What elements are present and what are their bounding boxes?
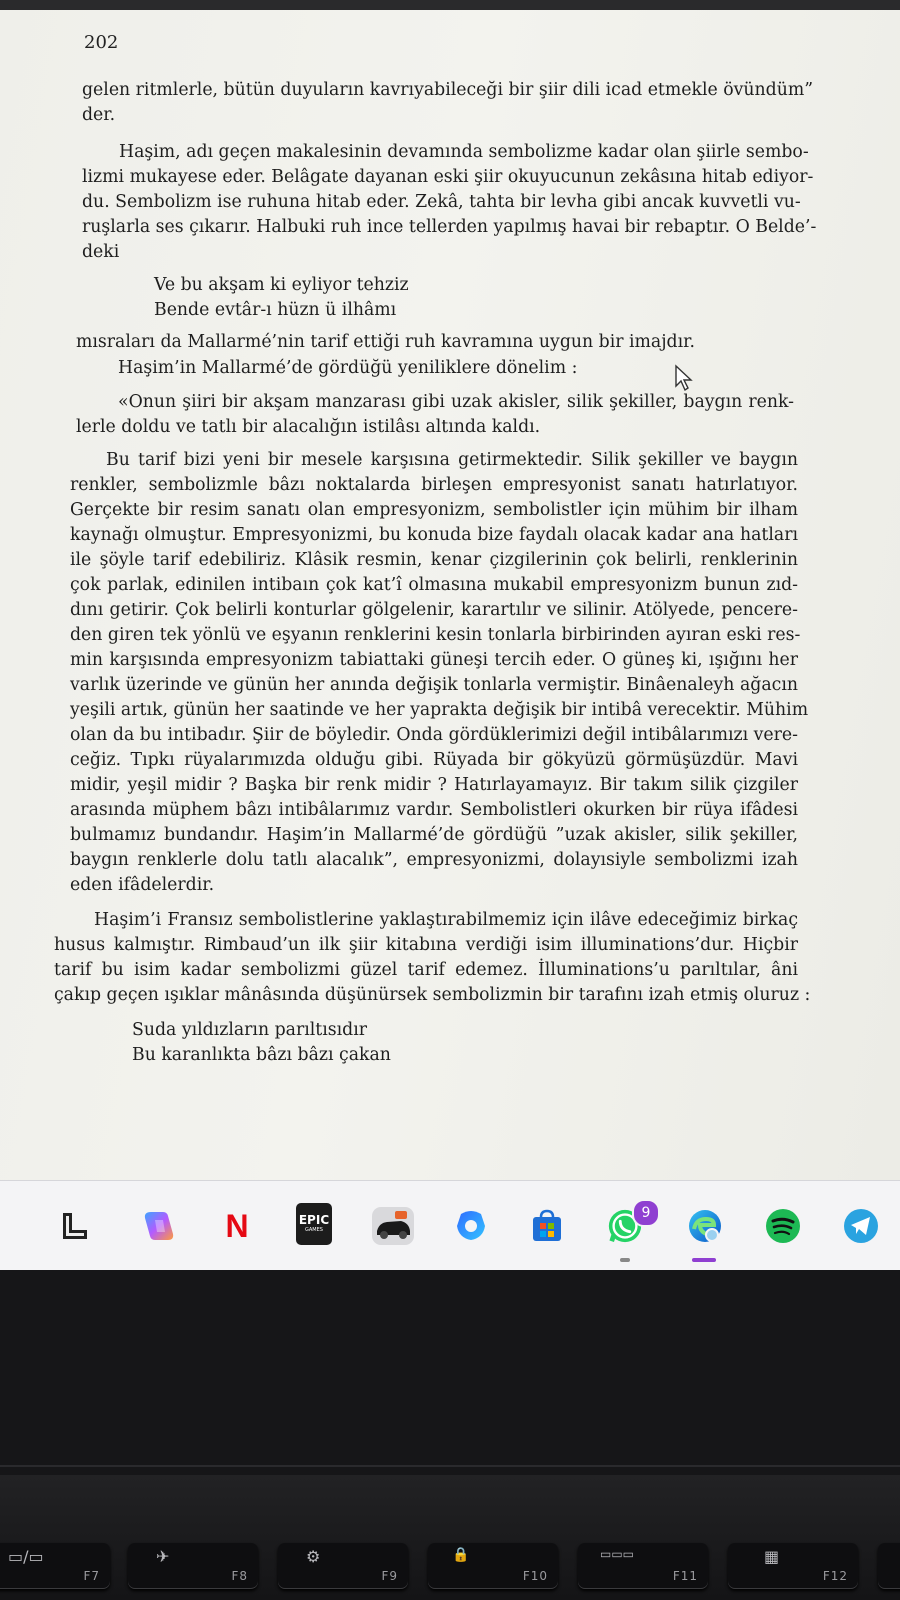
text-line: baygın renklerle dolu tatlı alacalık”, empresyonizmi, dolayısiyle sembolizmi izah: [70, 850, 798, 870]
key-label: F7: [83, 1569, 100, 1583]
text-line: midir, yeşil midir ? Başka bir renk midir ? Hatırlayamayız. Bir takım silik çizgiler: [70, 775, 798, 795]
text-line: Gerçekte bir resim sanatı olan empresyonizm, sembolistler için mühim bir ilham: [70, 500, 798, 520]
verse-line: Bu karanlıkta bâzı bâzı çakan: [132, 1045, 391, 1065]
verse-line: Suda yıldızların parıltısıdır: [132, 1020, 367, 1040]
text-line: arasında müphem bâzı intibâlarımız vardır. Sembolistleri okurken bir rüya ifâdesi: [70, 800, 798, 820]
taskbar: [0, 1180, 900, 1271]
multi-display-icon: ▭▭▭: [600, 1547, 635, 1561]
airplane-icon: ✈: [156, 1547, 170, 1566]
screen-bezel: [0, 0, 900, 10]
text-line: bulmamız bundandır. Haşim’in Mallarmé’de gördüğü ”uzak akisler, silik şekiller,: [70, 825, 798, 845]
calculator-icon: ▦: [764, 1547, 780, 1566]
edge-icon: [686, 1207, 724, 1245]
text-line: ruşlarla ses çıkarır. Halbuki ruh ince tellerden yapılmış havai bir rebaptır. O Belde’-: [82, 217, 817, 237]
key-label: F9: [381, 1569, 398, 1583]
text-line: dını getirir. Çok belirli konturlar gölgelenir, karartılır ve silinir. Atölyede, pencere-: [70, 600, 798, 620]
taskbar-racing-game[interactable]: [372, 1207, 414, 1245]
taskbar-microsoft-365[interactable]: [452, 1207, 490, 1245]
text-line: Haşim’in Mallarmé’de gördüğü yeniliklere dönelim :: [118, 358, 578, 378]
copilot-icon: [141, 1208, 177, 1244]
text-line: gelen ritmlerle, bütün duyuların kavrıyabileceği bir şiir dili icad etmekle övündüm”: [82, 80, 814, 100]
key-partial[interactable]: [878, 1543, 900, 1589]
key-f7[interactable]: [0, 1543, 110, 1589]
key-label: F12: [822, 1569, 848, 1583]
text-line: eden ifâdelerdir.: [70, 875, 215, 895]
taskbar-spotify[interactable]: [764, 1207, 802, 1245]
laptop-keyboard: [0, 1475, 900, 1600]
text-line: Haşim, adı geçen makalesinin devamında sembolizme kadar olan şiirle sembo-: [119, 142, 809, 162]
taskbar-epic-games[interactable]: [296, 1203, 332, 1245]
verse-line: Bende evtâr-ı hüzn ü ilhâmı: [154, 300, 397, 320]
taskbar-telegram[interactable]: [842, 1207, 880, 1245]
taskbar-copilot[interactable]: [140, 1207, 178, 1245]
l-app-icon: [59, 1210, 91, 1242]
page-number: 202: [84, 32, 119, 53]
text-line: der.: [82, 105, 116, 125]
text-line: du. Sembolizm ise ruhuna hitab eder. Zekâ, tahta bir levha gibi ancak kuvvetli vu-: [82, 192, 801, 212]
key-f8[interactable]: [128, 1543, 258, 1589]
netflix-icon: N: [225, 1207, 249, 1244]
telegram-icon: [842, 1207, 880, 1245]
text-line: ile şöyle tarif edebiliriz. Klâsik resmin, kenar çizgilerinin çok belirli, renklerinin: [70, 550, 798, 570]
whatsapp-open-indicator: [620, 1258, 630, 1262]
text-line: deki: [82, 242, 120, 262]
edge-active-indicator: [692, 1258, 716, 1262]
text-line: lerle doldu ve tatlı bir alacalığın istilâsı altında kaldı.: [76, 417, 541, 437]
text-line: min karşısında empresyonizm tabiattaki güneşi tercih eder. O güneş ki, ışığını her: [70, 650, 798, 670]
text-line: Haşim’i Fransız sembolistlerine yaklaştırabilmemiz için ilâve edeceğimiz birkaç: [94, 910, 798, 930]
text-line: olan da bu intibadır. Şiir de böyledir. Onda gördüklerimizi değil intibâlarımızı vere-: [70, 725, 798, 745]
key-f12[interactable]: [728, 1543, 858, 1589]
bezel-edge: [0, 1465, 900, 1467]
taskbar-microsoft-store[interactable]: [528, 1207, 566, 1245]
screen-lower-area: [0, 1270, 900, 1475]
text-line: lizmi mukayese eder. Belâgate dayanan eski şiir okuyucunun zekâsına hitab ediyor-: [82, 167, 814, 187]
car-icon: [373, 1209, 413, 1243]
text-line: Bu tarif bizi yeni bir mesele karşısına getirmektedir. Silik şekiller ve baygın: [106, 450, 798, 470]
key-label: F11: [672, 1569, 698, 1583]
text-line: «Onun şiiri bir akşam manzarası gibi uzak akisler, silik şekiller, baygın renk-: [118, 392, 794, 412]
mouse-cursor-icon: [674, 364, 694, 392]
taskbar-file-app[interactable]: [56, 1207, 94, 1245]
text-line: den giren tek yönlü ve eşyanın renklerini kesin tonlarla birbirinden ayıran eski res-: [70, 625, 801, 645]
text-line: ceğiz. Tıpkı rüyalarımızda olduğu gibi. Rüyada bir gökyüzü görmüşüzdür. Mavi: [70, 750, 798, 770]
taskbar-edge[interactable]: [686, 1207, 724, 1245]
gear-icon: ⚙: [306, 1547, 321, 1566]
text-line: husus kalmıştır. Rimbaud’un ilk şiir kitabına verdiği isim illuminations’dur. Hiçbir: [54, 935, 798, 955]
notification-badge: [632, 1199, 660, 1227]
text-line: tarif bu isim kadar sembolizmi güzel tarif edemez. İlluminations’u parıltılar, âni: [54, 960, 798, 980]
epic-games-subtext: GAMES: [305, 1227, 323, 1233]
text-line: varlık üzerinde ve günün her anında değişik tonlarla vermiştir. Binâenaleyh ağacın: [70, 675, 798, 695]
text-line: çakıp geçen ışıklar mânâsında düşünürsek sembolizmin bir tarafını izah etmiş oluruz :: [54, 985, 811, 1005]
m365-icon: [453, 1208, 489, 1244]
display-switch-icon: ▭/▭: [8, 1547, 44, 1566]
text-line: yeşili artık, günün her saatinde ve her yaprakta değişik bir intibâ verecektir. Mühim: [70, 700, 809, 720]
key-f11[interactable]: [578, 1543, 708, 1589]
spotify-icon: [764, 1207, 802, 1245]
key-f9[interactable]: [278, 1543, 408, 1589]
text-line: çok parlak, edinilen intibaın çok kat’î olmasına mukabil empresyonizm bunun zıd-: [70, 575, 798, 595]
text-line: mısraları da Mallarmé’nin tarif ettiği ruh kavramına uygun bir imajdır.: [76, 332, 695, 352]
document-page[interactable]: [0, 10, 900, 1180]
store-icon: [530, 1209, 564, 1243]
epic-games-icon: EPIC: [298, 1213, 330, 1227]
verse-line: Ve bu akşam ki eyliyor tehziz: [154, 275, 409, 295]
key-f10[interactable]: [428, 1543, 558, 1589]
taskbar-netflix[interactable]: [218, 1207, 256, 1245]
text-line: kaynağı olmuştur. Empresyonizmi, bu konuda bize faydalı olacak kadar ana hatları: [70, 525, 798, 545]
badge-count: 9: [641, 1205, 651, 1221]
text-line: renkler, sembolizmle bâzı noktalarda birleşen empresyonist sanatı hatırlatıyor.: [70, 475, 798, 495]
lock-icon: 🔒: [452, 1547, 470, 1563]
key-label: F10: [522, 1569, 548, 1583]
key-label: F8: [231, 1569, 248, 1583]
